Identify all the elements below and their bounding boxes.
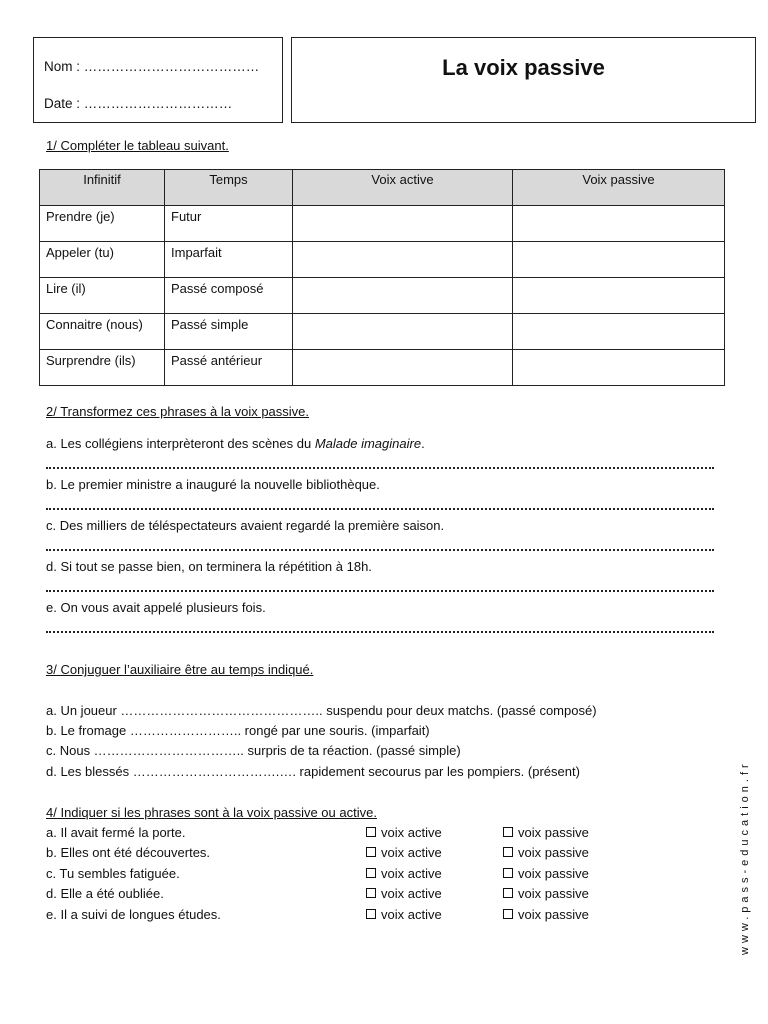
- date-field-label: Date : ……………………………: [44, 96, 233, 111]
- section4-heading: 4/ Indiquer si les phrases sont à la voix passive ou active.: [46, 805, 377, 820]
- col-header-voix-passive: Voix passive: [513, 170, 725, 206]
- answer-line[interactable]: [46, 625, 714, 633]
- option-voix-passive[interactable]: [503, 866, 589, 881]
- cell-infinitif: Connaitre (nous): [40, 314, 165, 350]
- option-voix-passive[interactable]: [503, 825, 589, 840]
- option-label: voix passive: [518, 845, 589, 860]
- checkbox-icon[interactable]: [503, 888, 513, 898]
- option-voix-passive[interactable]: [503, 886, 589, 901]
- option-label: voix passive: [518, 886, 589, 901]
- section1-heading: 1/ Compléter le tableau suivant.: [46, 138, 229, 153]
- table-row: [40, 206, 725, 242]
- answer-line[interactable]: [46, 584, 714, 592]
- option-label: voix passive: [518, 825, 589, 840]
- cell-temps: Passé antérieur: [165, 350, 293, 386]
- cell-voix-passive-answer[interactable]: [513, 278, 725, 314]
- name-field-label: Nom : …………………………………: [44, 59, 260, 74]
- option-voix-active[interactable]: [366, 845, 442, 860]
- option-voix-active[interactable]: [366, 866, 442, 881]
- checkbox-icon[interactable]: [366, 868, 376, 878]
- list-item: [46, 825, 646, 843]
- table-row: [40, 350, 725, 386]
- sentence-a-italic: Malade imaginaire: [314, 436, 422, 451]
- sentence-b: b. Le premier ministre a inauguré la nouvelle bibliothèque.: [46, 477, 380, 492]
- option-label: voix active: [381, 907, 442, 922]
- cell-infinitif: Prendre (je): [40, 206, 165, 242]
- q4-sentence: b. Elles ont été découvertes.: [46, 845, 211, 860]
- answer-line[interactable]: [46, 502, 714, 510]
- q4-sentence: e. Il a suivi de longues études.: [46, 907, 221, 922]
- table-row: [40, 278, 725, 314]
- checkbox-icon[interactable]: [503, 909, 513, 919]
- option-label: voix passive: [518, 866, 589, 881]
- cell-voix-active-answer[interactable]: [293, 278, 513, 314]
- checkbox-icon[interactable]: [366, 909, 376, 919]
- option-voix-passive[interactable]: [503, 845, 589, 860]
- site-url-vertical: www.pass-education.fr: [739, 760, 751, 955]
- option-label: voix active: [381, 845, 442, 860]
- table-row: [40, 314, 725, 350]
- option-label: voix passive: [518, 907, 589, 922]
- option-voix-active[interactable]: [366, 825, 442, 840]
- cell-infinitif: Surprendre (ils): [40, 350, 165, 386]
- option-label: voix active: [381, 825, 442, 840]
- conjugate-item: b. Le fromage …………………….. rongé par une souris. (imparfait): [46, 723, 430, 738]
- list-item: [46, 886, 646, 904]
- section2-heading: 2/ Transformez ces phrases à la voix passive.: [46, 404, 310, 419]
- sentence-a: [46, 436, 425, 451]
- section3-heading: 3/ Conjuguer l’auxiliaire être au temps indiqué.: [46, 662, 314, 677]
- cell-voix-passive-answer[interactable]: [513, 242, 725, 278]
- checkbox-icon[interactable]: [366, 827, 376, 837]
- list-item: [46, 845, 646, 863]
- list-item: [46, 866, 646, 884]
- page-title: La voix passive: [442, 55, 605, 80]
- col-header-temps: Temps: [165, 170, 293, 206]
- conjugate-item: d. Les blessés …………………………….…. rapidement secourus par les pompiers. (présent): [46, 764, 580, 779]
- checkbox-icon[interactable]: [366, 888, 376, 898]
- cell-temps: Passé composé: [165, 278, 293, 314]
- cell-voix-passive-answer[interactable]: [513, 350, 725, 386]
- option-voix-active[interactable]: [366, 907, 442, 922]
- checkbox-icon[interactable]: [366, 847, 376, 857]
- sentence-a-start: a. Les collégiens interprèteront des scènes du: [46, 436, 315, 451]
- checkbox-icon[interactable]: [503, 868, 513, 878]
- cell-temps: Futur: [165, 206, 293, 242]
- title-box: [291, 37, 756, 123]
- cell-voix-active-answer[interactable]: [293, 242, 513, 278]
- sentence-a-end: .: [421, 436, 425, 451]
- conjugate-item: a. Un joueur ……………………………………….. suspendu pour deux matchs. (passé composé): [46, 703, 597, 718]
- conjugation-table: [39, 169, 725, 386]
- answer-line[interactable]: [46, 543, 714, 551]
- sentence-d: d. Si tout se passe bien, on terminera la répétition à 18h.: [46, 559, 372, 574]
- list-item: [46, 907, 646, 925]
- cell-voix-active-answer[interactable]: [293, 350, 513, 386]
- cell-temps: Imparfait: [165, 242, 293, 278]
- sentence-c: c. Des milliers de téléspectateurs avaient regardé la première saison.: [46, 518, 445, 533]
- option-voix-active[interactable]: [366, 886, 442, 901]
- cell-voix-active-answer[interactable]: [293, 206, 513, 242]
- option-voix-passive[interactable]: [503, 907, 589, 922]
- checkbox-icon[interactable]: [503, 847, 513, 857]
- cell-infinitif: Lire (il): [40, 278, 165, 314]
- option-label: voix active: [381, 866, 442, 881]
- name-date-box: [33, 37, 283, 123]
- option-label: voix active: [381, 886, 442, 901]
- table-header-row: [40, 170, 725, 206]
- answer-line[interactable]: [46, 461, 714, 469]
- col-header-voix-active: Voix active: [293, 170, 513, 206]
- conjugate-item: c. Nous …………………………….. surpris de ta réaction. (passé simple): [46, 743, 461, 758]
- cell-infinitif: Appeler (tu): [40, 242, 165, 278]
- cell-voix-passive-answer[interactable]: [513, 206, 725, 242]
- sentence-e: e. On vous avait appelé plusieurs fois.: [46, 600, 266, 615]
- cell-voix-passive-answer[interactable]: [513, 314, 725, 350]
- col-header-infinitif: Infinitif: [40, 170, 165, 206]
- table-row: [40, 242, 725, 278]
- checkbox-icon[interactable]: [503, 827, 513, 837]
- cell-voix-active-answer[interactable]: [293, 314, 513, 350]
- q4-sentence: c. Tu sembles fatiguée.: [46, 866, 180, 881]
- cell-temps: Passé simple: [165, 314, 293, 350]
- q4-sentence: a. Il avait fermé la porte.: [46, 825, 186, 840]
- q4-sentence: d. Elle a été oubliée.: [46, 886, 164, 901]
